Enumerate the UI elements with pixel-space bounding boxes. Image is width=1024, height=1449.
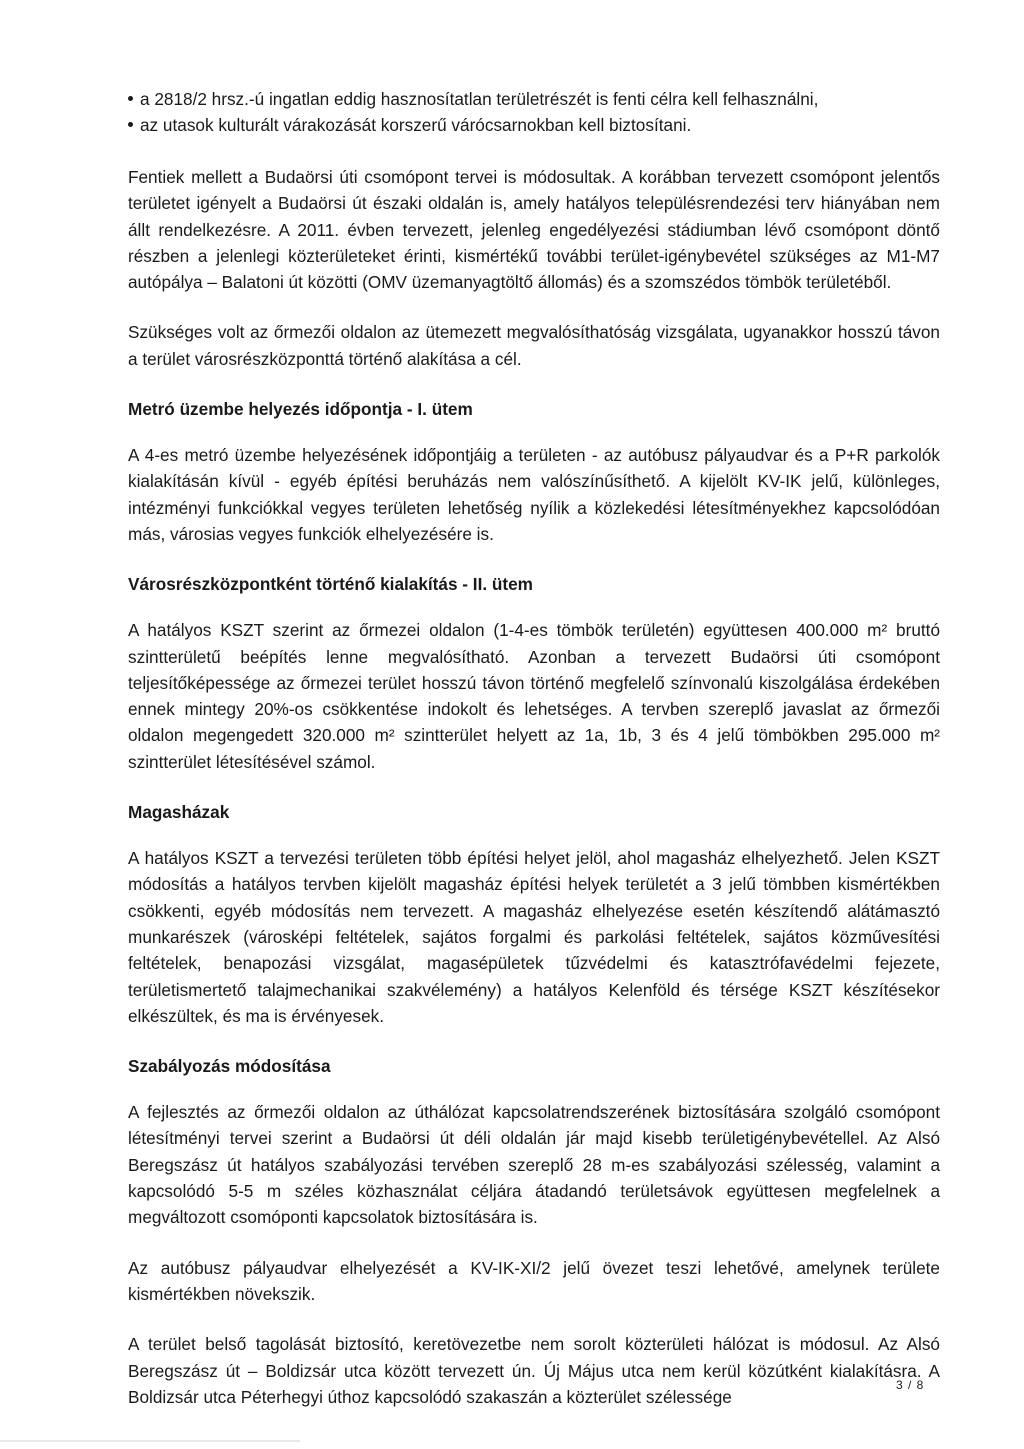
bullet-item [128, 86, 940, 112]
document-page [128, 86, 940, 1434]
intro-paragraph: Szükséges volt az őrmezői oldalon az ütemezett megvalósíthatóság vizsgálata, ugyanakkor hosszú távon a terület városrészközponttá történő alakítása a cél. [128, 322, 940, 369]
scan-edge-divider [0, 1440, 300, 1442]
section-paragraph: A hatályos KSZT szerint az őrmezei oldalon (1-4-es tömbök területén) együttesen 400.000 m² bruttó szintterületű beépítés lenne megvalósítható. Azonban a tervezett Budaörsi úti csomópont teljesítőképessége az őrmezei terület hosszú távon történő megfelelő színvonalú kiszolgálása érdekében ennek mintegy 20%-os csökkentése indokolt és lehetséges. A tervben szereplő javaslat az őrmezői oldalon megengedett 320.000 m² szintterület helyett az 1a, 1b, 3 és 4 jelű tömbökben 295.000 m² szintterület létesítésével számol. [128, 620, 940, 772]
section-paragraph: Az autóbusz pályaudvar elhelyezését a KV-IK-XI/2 jelű övezet teszi lehetővé, amelynek területe kismértékben növekszik. [128, 1257, 940, 1304]
section-paragraph: A hatályos KSZT a tervezési területen több építési helyet jelöl, ahol magasház elhelyezhető. Jelen KSZT módosítás a hatályos tervben kijelölt magasház építési helyek területét a 3 jelű tömbben kismértékben csökkenti, egyéb módosítás nem tervezett. A magasház elhelyezése esetén készítendő alátámasztó munkarészek (városképi feltételek, sajátos forgalmi és parkolási feltételek, sajátos közművesítési feltételek, benapozási vizsgálat, magasépületek tűzvédelmi és katasztrófavédelmi fejezete, területismertető talajmechanikai szakvélemény) a hatályos Kelenföld és térsége KSZT készítésekor elkészültek, és ma is érvényesek. [128, 848, 940, 1026]
bullet-list [128, 86, 940, 138]
section-paragraph: A 4-es metró üzembe helyezésének időpontjáig a területen - az autóbusz pályaudvar és a P+R parkolók kialakításán kívül - egyéb építési beruházás nem valószínűsíthető. A kijelölt KV-IK jelű, különleges, intézményi funkciókkal vegyes területen lehetőség nyílik a közlekedési létesítményekhez kapcsolódóan más, városias vegyes funkciók elhelyezésére is. [128, 445, 940, 544]
section-paragraph: A terület belső tagolását biztosító, keretövezetbe nem sorolt közterületi hálózat is módosul. Az Alsó Beregszász út – Boldizsár utca között tervezett ún. Új Május utca nem kerül közútként kialakításra. A Boldizsár utca Péterhegyi úthoz kapcsolódó szakaszán a közterület szélessége [128, 1334, 940, 1407]
intro-paragraph: Fentiek mellett a Budaörsi úti csomópont tervei is módosultak. A korábban tervezett csomópont jelentős területet igényelt a Budaörsi út északi oldalán is, amely hatályos településrendezési terv hiányában nem állt rendelkezésre. A 2011. évben tervezett, jelenleg engedélyezési stádiumban lévő csomópont döntő részben a jelenlegi közterületeket érinti, kismértékű további terület-igénybevétel szükséges az M1-M7 autópálya – Balatoni út közötti (OMV üzemanyagtöltő állomás) és a szomszédos tömbök területéből. [128, 167, 940, 293]
bullet-item [128, 112, 940, 138]
section-heading: Városrészközpontként történő kialakítás - II. ütem [128, 574, 533, 595]
bullet-dot-icon [128, 122, 133, 127]
section-heading: Magasházak [128, 802, 230, 823]
page-number: 3 / 8 [896, 1378, 925, 1392]
bullet-text: az utasok kulturált várakozását korszerű várócsarnokban kell biztosítani. [140, 115, 692, 135]
section-heading: Metró üzembe helyezés időpontja - I. ütem [128, 399, 473, 420]
bullet-text: a 2818/2 hrsz.-ú ingatlan eddig hasznosítatlan területrészét is fenti célra kell felhasználni, [140, 89, 819, 109]
section-heading: Szabályozás módosítása [128, 1056, 331, 1077]
section-paragraph: A fejlesztés az őrmezői oldalon az úthálózat kapcsolatrendszerének biztosítására szolgáló csomópont létesítményi tervei szerint a Budaörsi út déli oldalán jár majd kisebb területigénybevétellel. Az Alsó Beregszász út hatályos szabályozási tervében szereplő 28 m-es szabályozási szélesség, valamint a kapcsolódó 5-5 m széles közhasználat céljára átadandó területsávok együttesen megfelelnek a megváltozott csomóponti kapcsolatok biztosítására is. [128, 1102, 940, 1228]
bullet-dot-icon [128, 96, 133, 101]
